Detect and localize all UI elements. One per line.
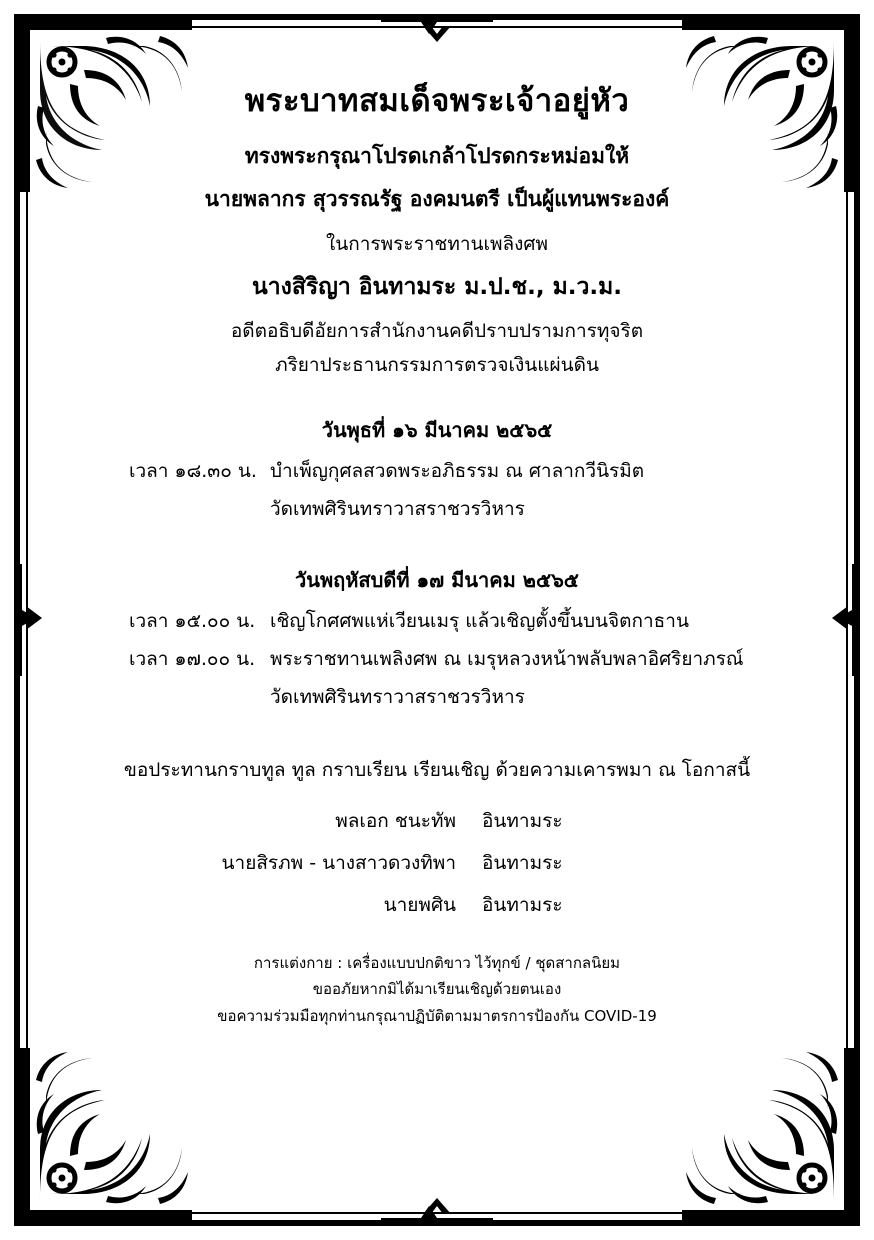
- footnote-apology: ขออภัยหากมิได้มาเรียนเชิญด้วยตนเอง: [312, 980, 562, 999]
- invitation-line: ขอประทานกราบทูล ทูล กราบเรียน เรียนเชิญ ด้วยความเคารพมา ณ โอกาสนี้: [123, 758, 751, 781]
- footnotes: [95, 950, 779, 1029]
- schedule-description-continuation: วัดเทพศิรินทราวาสราชวรวิหาร: [270, 685, 525, 708]
- royal-grant-line: ทรงพระกรุณาโปรดเกล้าโปรดกระหม่อมให้: [244, 143, 630, 168]
- royal-representative-line: นายพลากร สุวรรณรัฐ องคมนตรี เป็นผู้แทนพระองค์: [204, 187, 670, 211]
- footnote-dress-code: การแต่งกาย : เครื่องแบบปกติขาว ไว้ทุกข์ / ชุดสากลนิยม: [253, 954, 621, 972]
- host-surname: อินทามระ: [482, 852, 563, 874]
- footnote-covid-notice: ขอความร่วมมือทุกท่านกรุณาปฏิบัติตามมาตรการป้องกัน COVID-19: [217, 1006, 657, 1025]
- schedule-day-1: วันพุธที่ ๑๖ มีนาคม ๒๕๖๕: [321, 417, 553, 442]
- host-surname: อินทามระ: [482, 810, 563, 832]
- host-row: [95, 890, 779, 920]
- royal-heading: พระบาทสมเด็จพระเจ้าอยู่หัว: [244, 83, 630, 119]
- host-row: [95, 806, 779, 836]
- occasion-line: ในการพระราชทานเพลิงศพ: [325, 232, 549, 255]
- schedule-row: [95, 606, 779, 636]
- deceased-title-secondary: ภริยาประธานกรรมการตรวจเงินแผ่นดิน: [275, 354, 599, 376]
- schedule-description: พระราชทานเพลิงศพ ณ เมรุหลวงหน้าพลับพลาอิศริยาภรณ์: [270, 647, 744, 670]
- schedule-description-continuation: วัดเทพศิรินทราวาสราชวรวิหาร: [270, 497, 525, 520]
- schedule-row: [95, 456, 779, 486]
- host-name: นายสิรภพ - นางสาวดวงทิพา: [221, 852, 456, 874]
- deceased-title-primary: อดีตอธิบดีอัยการสำนักงานคดีปราบปรามการทุจริต: [230, 319, 644, 342]
- deceased-name: นางสิริญา อินทามระ ม.ป.ช., ม.ว.ม.: [251, 274, 623, 300]
- schedule-time: เวลา ๑๘.๓๐ น.: [129, 459, 257, 482]
- schedule-description: เชิญโกศศพแห่เวียนเมรุ แล้วเชิญตั้งขึ้นบนจิตกาธาน: [270, 609, 689, 632]
- invitation-content: [95, 78, 779, 1029]
- schedule-rows-day-2: [95, 606, 779, 712]
- schedule-rows-day-1: [95, 456, 779, 524]
- schedule-time: เวลา ๑๕.๐๐ น.: [129, 609, 256, 632]
- host-surname: อินทามระ: [482, 894, 563, 916]
- schedule-day-2: วันพฤหัสบดีที่ ๑๗ มีนาคม ๒๕๖๕: [295, 567, 579, 592]
- schedule-time: เวลา ๑๗.๐๐ น.: [129, 647, 256, 670]
- host-name: พลเอก ชนะทัพ: [335, 810, 456, 832]
- host-name: นายพศิน: [383, 894, 456, 916]
- schedule-row: [95, 644, 779, 674]
- host-row: [95, 848, 779, 878]
- schedule-description: บำเพ็ญกุศลสวดพระอภิธรรม ณ ศาลากวีนิรมิต: [270, 459, 645, 482]
